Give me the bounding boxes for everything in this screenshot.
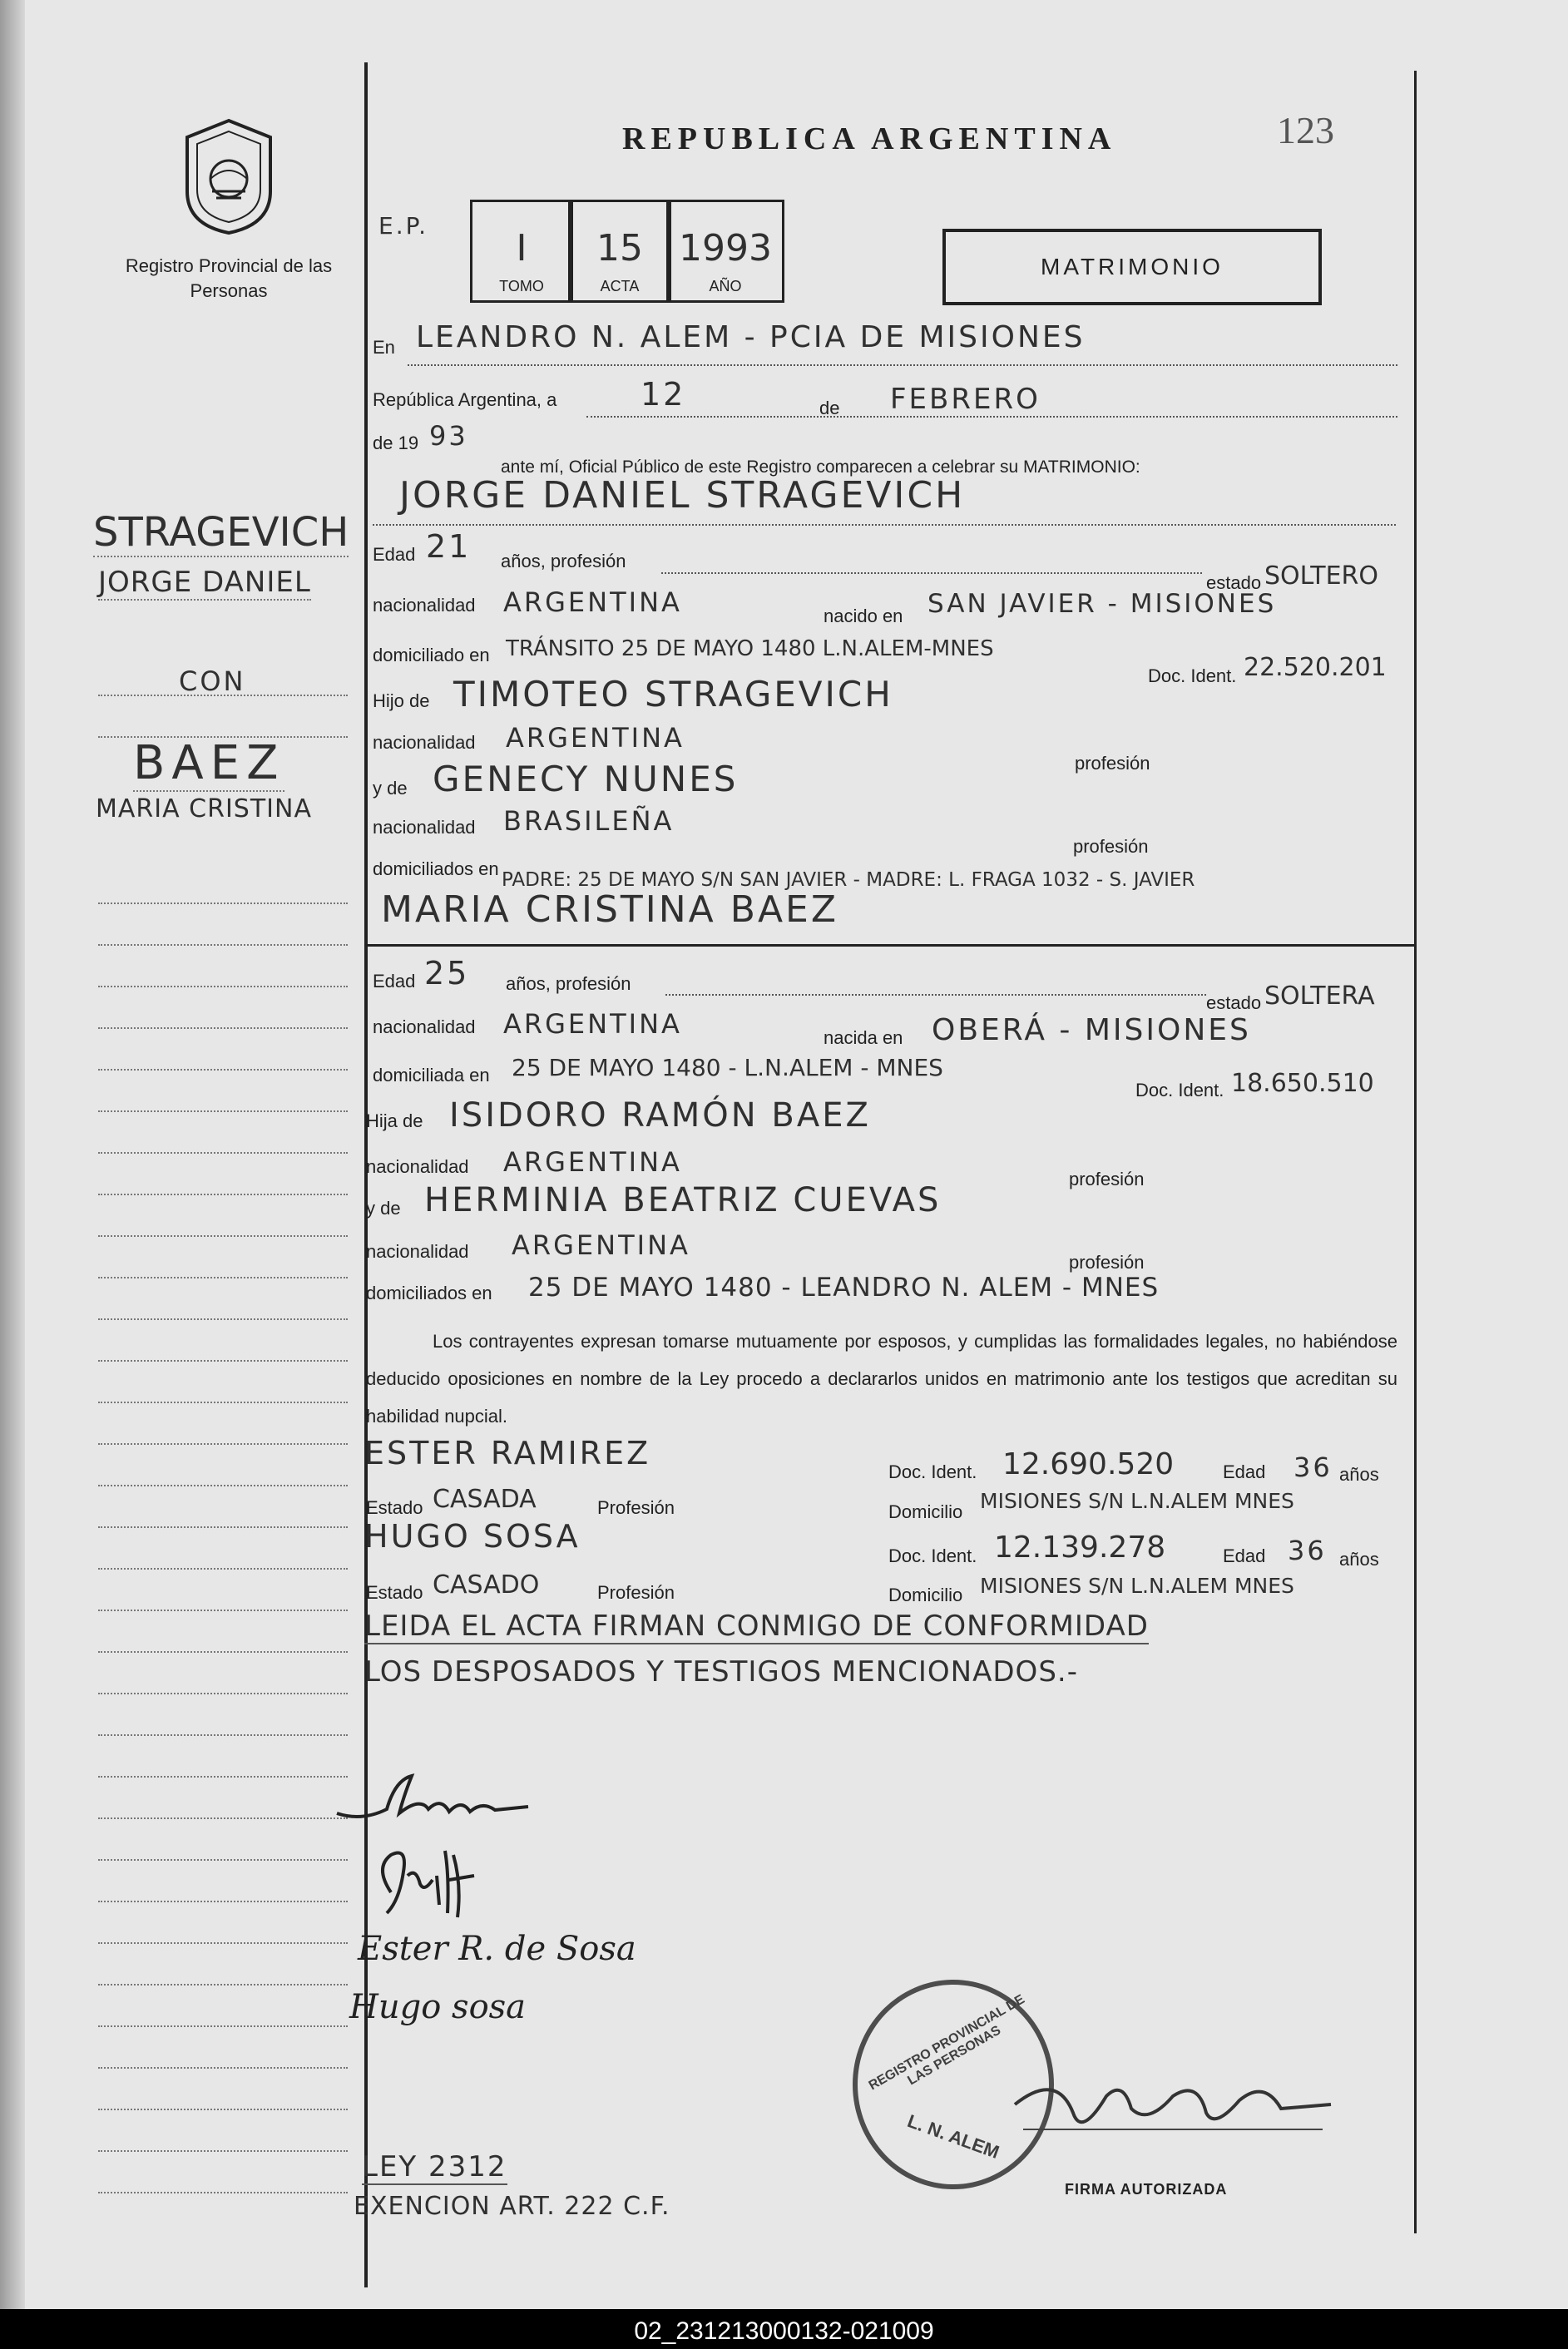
page-number: 123: [1277, 109, 1334, 151]
intro-year-suffix: 93: [429, 420, 468, 452]
registry-name: Registro Provincial de las Personas: [125, 255, 333, 301]
bride-father: ISIDORO RAMÓN BAEZ: [449, 1096, 871, 1135]
witness1-domicilio: MISIONES S/N L.N.ALEM MNES: [980, 1489, 1294, 1513]
groom-domiciliados-label: domiciliados en: [373, 858, 499, 879]
bride-mother-profesion-label: profesión: [1069, 1252, 1145, 1273]
groom-nacionalidad: ARGENTINA: [503, 586, 682, 618]
witness1-edad-label: Edad: [1223, 1461, 1266, 1482]
intro-place: LEANDRO N. ALEM - PCIA DE MISIONES: [416, 320, 1086, 354]
ley-note: LEY 2312: [362, 2150, 507, 2183]
margin-surname-groom: STRAGEVICH: [93, 509, 349, 556]
intro-month: FEBRERO: [890, 383, 1041, 416]
witness2-doc-label: Doc. Ident.: [888, 1545, 977, 1566]
witness1-doc-label: Doc. Ident.: [888, 1461, 977, 1482]
witness1-domicilio-label: Domicilio: [888, 1501, 963, 1522]
witness2-domicilio: MISIONES S/N L.N.ALEM MNES: [980, 1574, 1294, 1598]
bride-estado: SOLTERA: [1264, 982, 1375, 1011]
image-caption: 02_231213000132-021009: [634, 2317, 934, 2345]
witness2-profesion-label: Profesión: [597, 1582, 675, 1603]
groom-edad: 21: [426, 528, 472, 565]
bride-nacida-label: nacida en: [824, 1027, 903, 1048]
margin-given-groom: JORGE DANIEL: [98, 566, 311, 599]
tomo-label: TOMO: [499, 278, 544, 294]
groom-nacionalidad-label: nacionalidad: [373, 595, 476, 616]
bride-hija-label: Hija de: [366, 1110, 423, 1131]
witness2-domicilio-label: Domicilio: [888, 1585, 963, 1605]
groom-signature-icon: [329, 1763, 545, 1838]
witness2-edad-label: Edad: [1223, 1545, 1266, 1566]
witness2-anios: años: [1339, 1549, 1379, 1570]
right-border-line: [1414, 71, 1417, 2233]
groom-estado: SOLTERO: [1264, 561, 1378, 591]
groom-anios-profesion: años, profesión: [501, 551, 626, 571]
bride-father-nac-label: nacionalidad: [366, 1156, 469, 1177]
bride-doc: 18.650.510: [1231, 1069, 1374, 1098]
bride-nacida: OBERÁ - MISIONES: [932, 1013, 1251, 1047]
province-seal-icon: [179, 116, 279, 237]
groom-full-name: JORGE DANIEL STRAGEVICH: [399, 474, 966, 517]
bride-full-name: MARIA CRISTINA BAEZ: [381, 888, 838, 931]
handwritten-ep-note: E.P.: [378, 212, 429, 240]
groom-doc: 22.520.201: [1244, 653, 1387, 682]
bride-parents-dom: 25 DE MAYO 1480 - LEANDRO N. ALEM - MNES: [528, 1273, 1160, 1303]
page-title: REPUBLICA ARGENTINA: [622, 121, 1117, 156]
ante-text: ante mí, Oficial Público de este Registro comparecen a celebrar su MATRIMONIO:: [501, 457, 1140, 477]
groom-father: TIMOTEO STRAGEVICH: [453, 674, 893, 715]
groom-parents-dom: PADRE: 25 DE MAYO S/N SAN JAVIER - MADRE: L. FRAGA 1032 - S. JAVIER: [502, 869, 1195, 891]
groom-domicilio: TRÁNSITO 25 DE MAYO 1480 L.N.ALEM-MNES: [506, 636, 994, 661]
acta-value: 15: [596, 227, 643, 270]
bride-domicilio-label: domiciliada en: [373, 1065, 490, 1085]
bride-mother-nac-label: nacionalidad: [366, 1241, 469, 1262]
republica-label: República Argentina, a: [373, 389, 557, 410]
witness1-edad: 36: [1293, 1451, 1333, 1483]
witness1-signature: Ester R. de Sosa: [358, 1930, 636, 1968]
groom-yde-label: y de: [373, 778, 408, 799]
groom-father-profesion-label: profesión: [1075, 753, 1150, 774]
anio-label: AÑO: [709, 278, 742, 294]
anio-value: 1993: [679, 227, 772, 270]
groom-nacido-label: nacido en: [824, 606, 903, 626]
witness1-doc: 12.690.520: [1002, 1447, 1175, 1481]
acta-label: ACTA: [600, 278, 640, 294]
bride-domicilio: 25 DE MAYO 1480 - L.N.ALEM - MNES: [512, 1054, 943, 1081]
bride-doc-label: Doc. Ident.: [1135, 1080, 1224, 1100]
groom-mother-nac: BRASILEÑA: [503, 805, 675, 837]
margin-given-bride: MARIA CRISTINA: [96, 794, 312, 823]
groom-nacido: SAN JAVIER - MISIONES: [927, 589, 1277, 619]
bride-estado-label: estado: [1206, 992, 1262, 1013]
bride-signature-icon: [341, 1834, 507, 1926]
bride-nacionalidad: ARGENTINA: [503, 1008, 682, 1040]
bride-mother: HERMINIA BEATRIZ CUEVAS: [424, 1181, 942, 1219]
bride-father-nac: ARGENTINA: [503, 1146, 682, 1178]
witness2-estado-label: Estado: [366, 1582, 423, 1603]
groom-edad-label: Edad: [373, 544, 416, 565]
witness1-anios: años: [1339, 1464, 1379, 1485]
de19-label: de 19: [373, 433, 419, 453]
groom-father-nac: ARGENTINA: [506, 722, 685, 754]
de-label: de: [819, 398, 840, 418]
bride-father-profesion-label: profesión: [1069, 1169, 1145, 1189]
witness2-estado: CASADO: [433, 1570, 540, 1600]
bride-edad-label: Edad: [373, 971, 416, 992]
closing-line-1: LEIDA EL ACTA FIRMAN CONMIGO DE CONFORMIDAD: [364, 1610, 1149, 1643]
groom-mother-profesion-label: profesión: [1073, 836, 1149, 857]
official-signature-icon: [1007, 2063, 1339, 2154]
en-label: En: [373, 337, 395, 358]
witness2-name: HUGO SOSA: [364, 1518, 581, 1555]
bride-anios-profesion: años, profesión: [506, 973, 631, 994]
groom-hijo-label: Hijo de: [373, 690, 430, 711]
groom-doc-label: Doc. Ident.: [1148, 665, 1237, 686]
document-type-box: MATRIMONIO: [942, 229, 1322, 305]
stamp-text: REGISTRO PROVINCIAL DE LAS PERSONAS: [866, 1992, 1027, 2094]
official-signature-label: FIRMA AUTORIZADA: [1065, 2181, 1228, 2198]
bride-mother-nac: ARGENTINA: [512, 1229, 690, 1261]
groom-mother-nac-label: nacionalidad: [373, 817, 476, 838]
margin-con: CON: [179, 665, 246, 697]
exencion-note: EXENCION ART. 222 C.F.: [354, 2192, 670, 2221]
bride-edad: 25: [424, 955, 470, 992]
witness1-name: ESTER RAMIREZ: [364, 1435, 651, 1471]
stamp-inner-text: L. N. ALEM: [904, 2110, 1002, 2163]
bride-nacionalidad-label: nacionalidad: [373, 1016, 476, 1037]
groom-estado-label: estado: [1206, 572, 1262, 593]
witness2-signature: Hugo sosa: [349, 1988, 527, 2026]
witness1-estado-label: Estado: [366, 1497, 423, 1518]
section-divider: [366, 944, 1416, 947]
tomo-value: I: [516, 227, 527, 270]
intro-day: 12: [641, 376, 686, 413]
closing-line-2: LOS DESPOSADOS Y TESTIGOS MENCIONADOS.-: [364, 1655, 1078, 1689]
margin-surname-bride: BAEZ: [133, 736, 285, 790]
bride-domiciliados-label: domiciliados en: [366, 1283, 492, 1303]
groom-father-nac-label: nacionalidad: [373, 732, 476, 753]
groom-mother: GENECY NUNES: [433, 759, 739, 799]
acta-cell: [568, 200, 671, 303]
groom-domicilio-label: domiciliado en: [373, 645, 490, 665]
witness2-doc: 12.139.278: [994, 1531, 1166, 1565]
declaration-paragraph: Los contrayentes expresan tomarse mutuamente por esposos, y cumplidas las formalidades legales, no habiéndose deducido oposiciones en nombre de la Ley procedo a declararlos unidos en matrimonio ante los testigos que acreditan su habilidad nupcial.: [366, 1331, 1397, 1427]
bride-yde-label: y de: [366, 1198, 401, 1219]
tomo-cell: [470, 200, 573, 303]
witness1-profesion-label: Profesión: [597, 1497, 675, 1518]
witness2-edad: 36: [1288, 1535, 1327, 1566]
registry-reference-box: [470, 200, 784, 303]
anio-cell: [666, 200, 784, 303]
witness1-estado: CASADA: [433, 1485, 537, 1514]
